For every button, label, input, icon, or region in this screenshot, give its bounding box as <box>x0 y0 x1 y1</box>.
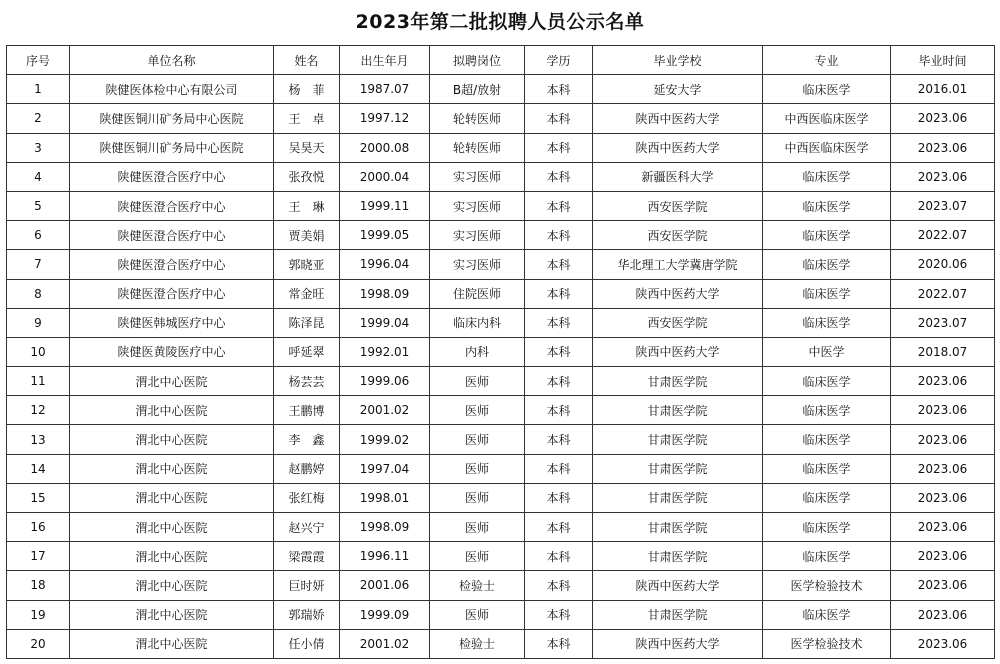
cell-degree: 本科 <box>525 629 593 658</box>
cell-degree: 本科 <box>525 221 593 250</box>
cell-school: 甘肃医学院 <box>593 367 763 396</box>
cell-major: 中西医临床医学 <box>763 133 891 162</box>
cell-school: 新疆医科大学 <box>593 162 763 191</box>
cell-unit: 渭北中心医院 <box>70 542 274 571</box>
cell-birth: 2001.06 <box>340 571 430 600</box>
cell-degree: 本科 <box>525 250 593 279</box>
table-row <box>7 279 995 308</box>
cell-graduation: 2016.01 <box>891 75 995 104</box>
cell-position: 医师 <box>430 367 525 396</box>
table-row <box>7 629 995 658</box>
table-row <box>7 513 995 542</box>
cell-major: 临床医学 <box>763 513 891 542</box>
column-header-major: 专业 <box>763 46 891 75</box>
cell-unit: 陕健医澄合医疗中心 <box>70 191 274 220</box>
cell-graduation: 2020.06 <box>891 250 995 279</box>
cell-school: 西安医学院 <box>593 221 763 250</box>
cell-name: 张红梅 <box>274 483 340 512</box>
cell-index: 4 <box>7 162 70 191</box>
cell-school: 甘肃医学院 <box>593 425 763 454</box>
cell-major: 临床医学 <box>763 191 891 220</box>
cell-unit: 陕健医体检中心有限公司 <box>70 75 274 104</box>
cell-major: 医学检验技术 <box>763 629 891 658</box>
cell-major: 临床医学 <box>763 425 891 454</box>
cell-major: 临床医学 <box>763 483 891 512</box>
cell-degree: 本科 <box>525 133 593 162</box>
cell-major: 临床医学 <box>763 162 891 191</box>
cell-major: 中西医临床医学 <box>763 104 891 133</box>
cell-degree: 本科 <box>525 396 593 425</box>
table-row <box>7 454 995 483</box>
cell-graduation: 2023.07 <box>891 191 995 220</box>
cell-birth: 1998.09 <box>340 513 430 542</box>
cell-major: 临床医学 <box>763 308 891 337</box>
cell-school: 甘肃医学院 <box>593 513 763 542</box>
cell-degree: 本科 <box>525 75 593 104</box>
table-row <box>7 221 995 250</box>
cell-name: 陈泽昆 <box>274 308 340 337</box>
cell-name: 赵鹏婷 <box>274 454 340 483</box>
cell-degree: 本科 <box>525 337 593 366</box>
cell-position: 医师 <box>430 425 525 454</box>
cell-birth: 1992.01 <box>340 337 430 366</box>
cell-birth: 1997.04 <box>340 454 430 483</box>
cell-index: 12 <box>7 396 70 425</box>
table-row <box>7 191 995 220</box>
cell-name: 王 琳 <box>274 191 340 220</box>
cell-position: 实习医师 <box>430 162 525 191</box>
cell-school: 甘肃医学院 <box>593 600 763 629</box>
table-row <box>7 542 995 571</box>
cell-name: 郭晓亚 <box>274 250 340 279</box>
column-header-graduation: 毕业时间 <box>891 46 995 75</box>
cell-degree: 本科 <box>525 542 593 571</box>
cell-school: 甘肃医学院 <box>593 483 763 512</box>
cell-name: 巨时妍 <box>274 571 340 600</box>
cell-birth: 1999.04 <box>340 308 430 337</box>
cell-position: 医师 <box>430 513 525 542</box>
cell-position: 实习医师 <box>430 250 525 279</box>
cell-index: 19 <box>7 600 70 629</box>
cell-graduation: 2023.06 <box>891 600 995 629</box>
table-row <box>7 483 995 512</box>
cell-position: 医师 <box>430 542 525 571</box>
column-header-position: 拟聘岗位 <box>430 46 525 75</box>
cell-school: 甘肃医学院 <box>593 396 763 425</box>
cell-school: 陕西中医药大学 <box>593 279 763 308</box>
cell-degree: 本科 <box>525 104 593 133</box>
cell-index: 7 <box>7 250 70 279</box>
cell-degree: 本科 <box>525 454 593 483</box>
cell-graduation: 2023.06 <box>891 483 995 512</box>
cell-degree: 本科 <box>525 513 593 542</box>
table-row <box>7 250 995 279</box>
cell-index: 16 <box>7 513 70 542</box>
cell-unit: 陕健医黄陵医疗中心 <box>70 337 274 366</box>
cell-school: 甘肃医学院 <box>593 454 763 483</box>
cell-degree: 本科 <box>525 571 593 600</box>
cell-graduation: 2023.06 <box>891 629 995 658</box>
roster-table <box>6 45 995 659</box>
cell-major: 临床医学 <box>763 367 891 396</box>
cell-index: 6 <box>7 221 70 250</box>
cell-graduation: 2023.06 <box>891 367 995 396</box>
cell-graduation: 2023.06 <box>891 571 995 600</box>
cell-index: 3 <box>7 133 70 162</box>
table-row <box>7 337 995 366</box>
table-header-row <box>7 46 995 75</box>
cell-position: 医师 <box>430 483 525 512</box>
cell-graduation: 2023.06 <box>891 162 995 191</box>
table-row <box>7 104 995 133</box>
cell-birth: 1997.12 <box>340 104 430 133</box>
cell-name: 任小倩 <box>274 629 340 658</box>
cell-graduation: 2023.06 <box>891 542 995 571</box>
cell-degree: 本科 <box>525 308 593 337</box>
cell-birth: 1999.09 <box>340 600 430 629</box>
cell-name: 张孜悦 <box>274 162 340 191</box>
cell-position: 医师 <box>430 600 525 629</box>
cell-index: 18 <box>7 571 70 600</box>
table-row <box>7 162 995 191</box>
cell-birth: 1999.02 <box>340 425 430 454</box>
cell-name: 呼延翠 <box>274 337 340 366</box>
table-row <box>7 75 995 104</box>
cell-unit: 陕健医澄合医疗中心 <box>70 279 274 308</box>
cell-index: 13 <box>7 425 70 454</box>
cell-name: 王 卓 <box>274 104 340 133</box>
cell-unit: 陕健医澄合医疗中心 <box>70 221 274 250</box>
cell-degree: 本科 <box>525 191 593 220</box>
cell-unit: 渭北中心医院 <box>70 425 274 454</box>
table-row <box>7 133 995 162</box>
table-row <box>7 396 995 425</box>
cell-position: 内科 <box>430 337 525 366</box>
cell-major: 临床医学 <box>763 454 891 483</box>
cell-position: 检验士 <box>430 571 525 600</box>
column-header-birth: 出生年月 <box>340 46 430 75</box>
cell-graduation: 2023.06 <box>891 425 995 454</box>
cell-unit: 渭北中心医院 <box>70 396 274 425</box>
cell-name: 赵兴宁 <box>274 513 340 542</box>
cell-unit: 渭北中心医院 <box>70 629 274 658</box>
cell-major: 临床医学 <box>763 600 891 629</box>
cell-major: 临床医学 <box>763 542 891 571</box>
cell-major: 临床医学 <box>763 221 891 250</box>
cell-graduation: 2023.06 <box>891 513 995 542</box>
cell-school: 陕西中医药大学 <box>593 104 763 133</box>
cell-index: 10 <box>7 337 70 366</box>
cell-unit: 渭北中心医院 <box>70 513 274 542</box>
cell-name: 杨 菲 <box>274 75 340 104</box>
cell-graduation: 2018.07 <box>891 337 995 366</box>
cell-birth: 1999.11 <box>340 191 430 220</box>
cell-unit: 陕健医铜川矿务局中心医院 <box>70 133 274 162</box>
table-row <box>7 425 995 454</box>
cell-degree: 本科 <box>525 600 593 629</box>
cell-unit: 渭北中心医院 <box>70 571 274 600</box>
cell-school: 陕西中医药大学 <box>593 629 763 658</box>
cell-birth: 1998.09 <box>340 279 430 308</box>
table-row <box>7 571 995 600</box>
cell-graduation: 2023.07 <box>891 308 995 337</box>
column-header-name: 姓名 <box>274 46 340 75</box>
table-row <box>7 600 995 629</box>
cell-index: 9 <box>7 308 70 337</box>
cell-position: 检验士 <box>430 629 525 658</box>
cell-graduation: 2022.07 <box>891 221 995 250</box>
table-row <box>7 308 995 337</box>
cell-graduation: 2022.07 <box>891 279 995 308</box>
cell-index: 20 <box>7 629 70 658</box>
cell-position: 实习医师 <box>430 221 525 250</box>
cell-unit: 渭北中心医院 <box>70 483 274 512</box>
cell-graduation: 2023.06 <box>891 133 995 162</box>
cell-index: 1 <box>7 75 70 104</box>
cell-major: 临床医学 <box>763 396 891 425</box>
cell-birth: 2001.02 <box>340 396 430 425</box>
cell-name: 王鹏博 <box>274 396 340 425</box>
cell-birth: 1999.06 <box>340 367 430 396</box>
cell-major: 中医学 <box>763 337 891 366</box>
cell-graduation: 2023.06 <box>891 104 995 133</box>
cell-birth: 2001.02 <box>340 629 430 658</box>
cell-name: 杨芸芸 <box>274 367 340 396</box>
cell-major: 临床医学 <box>763 250 891 279</box>
column-header-index: 序号 <box>7 46 70 75</box>
cell-unit: 陕健医韩城医疗中心 <box>70 308 274 337</box>
page-title: 2023年第二批拟聘人员公示名单 <box>355 11 645 33</box>
cell-index: 17 <box>7 542 70 571</box>
cell-school: 陕西中医药大学 <box>593 337 763 366</box>
cell-school: 陕西中医药大学 <box>593 133 763 162</box>
column-header-school: 毕业学校 <box>593 46 763 75</box>
table-row <box>7 367 995 396</box>
cell-birth: 2000.08 <box>340 133 430 162</box>
cell-name: 吴昊天 <box>274 133 340 162</box>
cell-degree: 本科 <box>525 279 593 308</box>
cell-name: 郭瑞娇 <box>274 600 340 629</box>
cell-graduation: 2023.06 <box>891 396 995 425</box>
cell-graduation: 2023.06 <box>891 454 995 483</box>
cell-index: 14 <box>7 454 70 483</box>
cell-position: 医师 <box>430 454 525 483</box>
cell-position: 医师 <box>430 396 525 425</box>
cell-position: 住院医师 <box>430 279 525 308</box>
cell-position: 实习医师 <box>430 191 525 220</box>
cell-position: 轮转医师 <box>430 133 525 162</box>
cell-name: 李 鑫 <box>274 425 340 454</box>
cell-degree: 本科 <box>525 425 593 454</box>
column-header-degree: 学历 <box>525 46 593 75</box>
cell-position: 临床内科 <box>430 308 525 337</box>
cell-unit: 渭北中心医院 <box>70 600 274 629</box>
cell-school: 西安医学院 <box>593 308 763 337</box>
cell-birth: 1999.05 <box>340 221 430 250</box>
cell-index: 5 <box>7 191 70 220</box>
cell-major: 临床医学 <box>763 75 891 104</box>
table-body <box>7 75 995 659</box>
cell-position: 轮转医师 <box>430 104 525 133</box>
cell-major: 临床医学 <box>763 279 891 308</box>
cell-school: 华北理工大学冀唐学院 <box>593 250 763 279</box>
cell-school: 延安大学 <box>593 75 763 104</box>
cell-birth: 1998.01 <box>340 483 430 512</box>
cell-birth: 1996.11 <box>340 542 430 571</box>
cell-degree: 本科 <box>525 367 593 396</box>
cell-index: 2 <box>7 104 70 133</box>
cell-school: 陕西中医药大学 <box>593 571 763 600</box>
cell-unit: 渭北中心医院 <box>70 367 274 396</box>
cell-unit: 陕健医澄合医疗中心 <box>70 162 274 191</box>
cell-degree: 本科 <box>525 162 593 191</box>
cell-birth: 1987.07 <box>340 75 430 104</box>
cell-unit: 陕健医澄合医疗中心 <box>70 250 274 279</box>
cell-unit: 渭北中心医院 <box>70 454 274 483</box>
cell-birth: 2000.04 <box>340 162 430 191</box>
cell-birth: 1996.04 <box>340 250 430 279</box>
cell-school: 西安医学院 <box>593 191 763 220</box>
cell-name: 贾美娟 <box>274 221 340 250</box>
cell-position: B超/放射 <box>430 75 525 104</box>
column-header-unit: 单位名称 <box>70 46 274 75</box>
cell-school: 甘肃医学院 <box>593 542 763 571</box>
cell-unit: 陕健医铜川矿务局中心医院 <box>70 104 274 133</box>
cell-index: 15 <box>7 483 70 512</box>
cell-major: 医学检验技术 <box>763 571 891 600</box>
cell-degree: 本科 <box>525 483 593 512</box>
cell-name: 梁霞霞 <box>274 542 340 571</box>
cell-index: 11 <box>7 367 70 396</box>
cell-name: 常金旺 <box>274 279 340 308</box>
cell-index: 8 <box>7 279 70 308</box>
